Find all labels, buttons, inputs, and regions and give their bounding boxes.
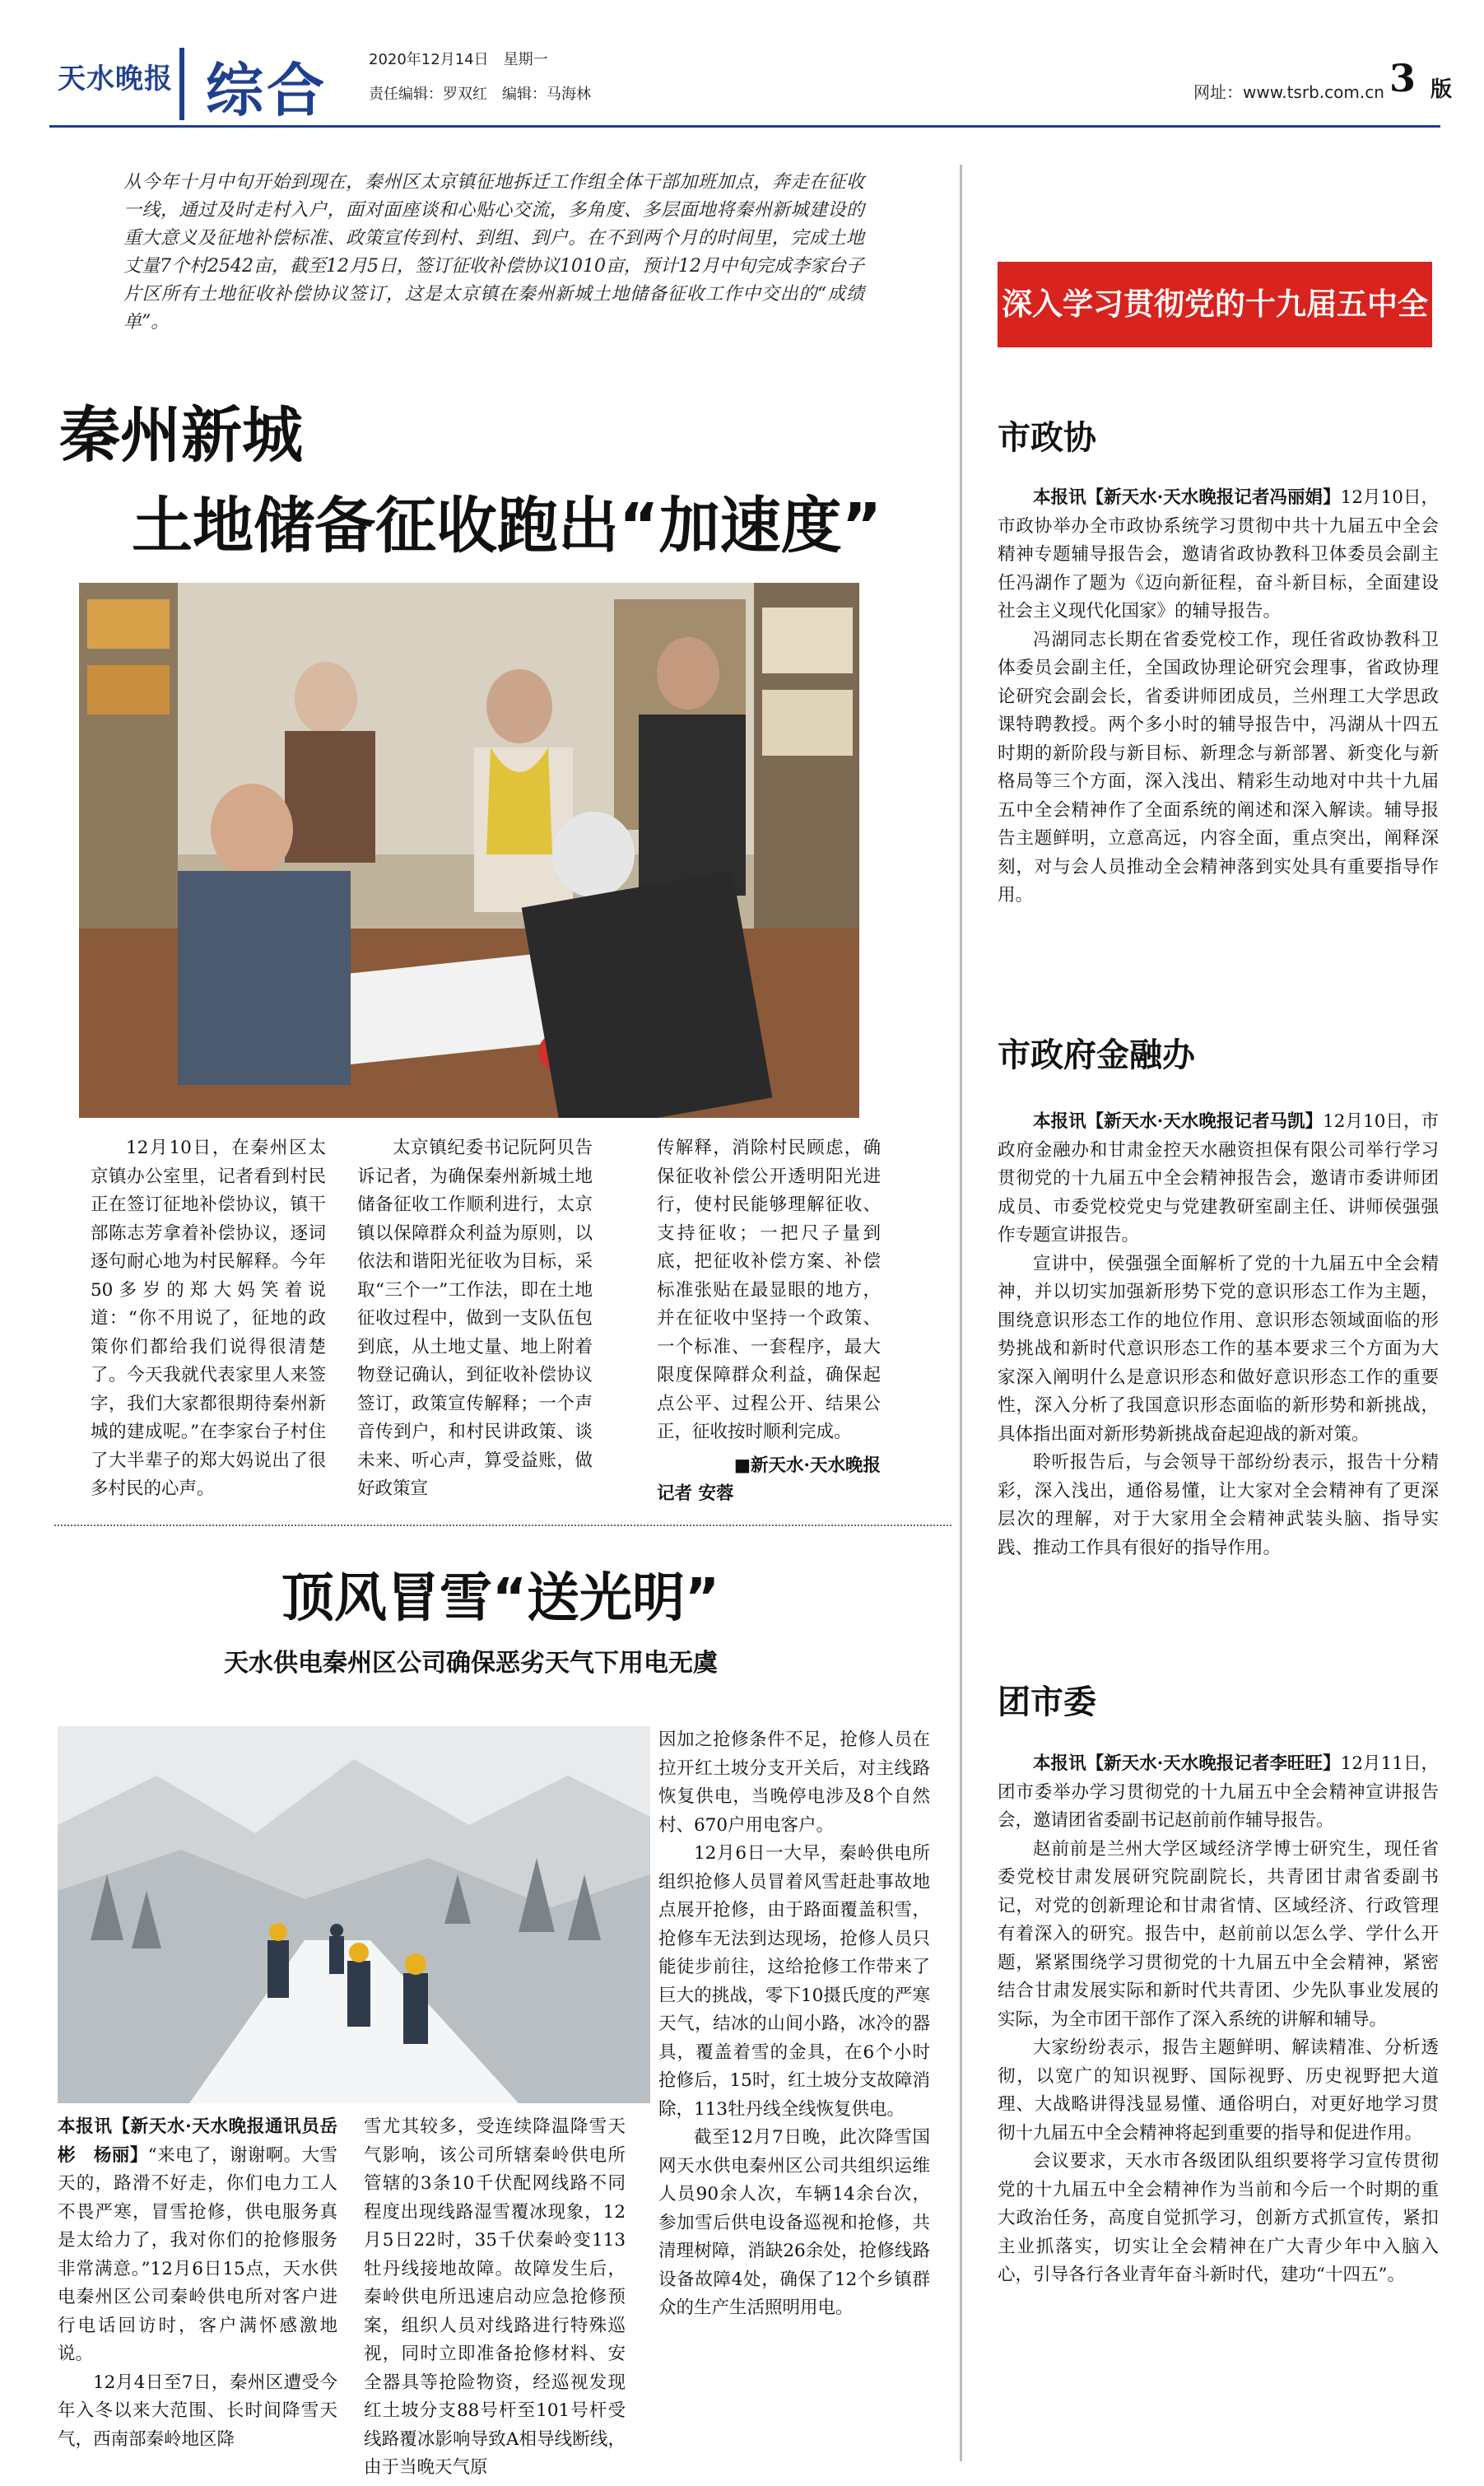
article-1-paragraph: 12月10日，在秦州区太京镇办公室里，记者看到村民正在签订征地补偿协议，镇干部陈志芳拿着补偿协议，逐词逐句耐心地为村民解释。今年50多岁的郑大妈笑着说道：“你不用说了，征地的政策你们都给我们说得很清楚了。今天我就代表家里人来签字，我们大家都很期待秦州新城的建成呢。”在李家台子村住了大半辈子的郑大妈说出了很多村民的心声。 xyxy=(91,1138,326,1499)
article-1-column-2 xyxy=(357,1134,593,1504)
headline-line-2: 土地储备征收跑出“加速度” xyxy=(132,491,882,561)
paragraph: 大家纷纷表示，报告主题鲜明、解读精准、分析透彻，以宽广的知识视野、国际视野、历史视野把大道理、大战略讲得浅显易懂、通俗明白，对更好地学习贯彻十九届五中全会精神将起到重要的指导和促进作用。 xyxy=(998,2037,1439,2144)
paragraph: 12月10日，市政协举办全市政协系统学习贯彻中共十九届五中全会精神专题辅导报告会，邀请省政协教科卫体委员会副主任冯湖作了题为《迈向新征程，奋斗新目标，全面建设社会主义现代化国家》的辅导报告。 xyxy=(998,487,1439,622)
masthead-divider xyxy=(179,48,184,120)
article-2-column-1 xyxy=(58,2113,337,2454)
article-2-paragraph: 12月6日一大早，秦岭供电所组织抢修人员冒着风雪赶赴事故地点展开抢修，由于路面覆盖积雪，抢修车无法到达现场，抢修人员只能徒步前往，这给抢修工作带来了巨大的挑战，零下10摄氏度的严寒天气，结冰的山间小路，冰冷的器具，覆盖着雪的金具，在6个小时抢修后，15时，红土坡分支故障消除，113牡丹线全线恢复供电。 xyxy=(658,1843,930,2120)
snow-repair-photo xyxy=(58,1726,650,2103)
byline: 本报讯【新天水·天水晚报记者马凯】 xyxy=(1033,1111,1324,1132)
headline-2: 顶风冒雪“送光明” xyxy=(281,1568,720,1629)
masthead xyxy=(0,0,1484,123)
article-1-paragraph: 太京镇纪委书记阮阿贝告诉记者，为确保秦州新城土地储备征收工作顺利进行，太京镇以保障群众利益为原则，以依法和谐阳光征收为目标，采取“三个一”工作法，即在土地征收过程中，做到一支队伍包到底，从土地丈量、地上附着物登记确认，到征收补偿协议签订，政策宣传解释；一个声音传到户，和村民讲政策、谈未来、听心声，算受益账，做好政策宣 xyxy=(357,1138,593,1499)
section-title-finance-office: 市政府金融办 xyxy=(998,1036,1195,1074)
article-1-paragraph: 传解释，消除村民顾虑，确保征收补偿公开透明阳光进行，使村民能够理解征收、支持征收；一把尺子量到底，把征收补偿方案、补偿标准张贴在最显眼的地方，并在征收中坚持一个政策、一个标准、一套程序，最大限度保障群众利益，确保起点公平、过程公开、结果公正，征收按时顺利完成。 xyxy=(657,1138,881,1442)
article-2-paragraph: “来电了，谢谢啊。大雪天的，路滑不好走，你们电力工人不畏严寒，冒雪抢修，供电服务真是太给力了，我对你们的抢修服务非常满意。”12月6日15点，天水供电秦州区公司秦岭供电所对客户进行电话回访时，客户满怀感激地说。 xyxy=(58,2144,337,2364)
article-1-source: ■新天水·天水晚报 xyxy=(733,1455,881,1476)
paragraph: 12月11日，团市委举办学习贯彻党的十九届五中全会精神宣讲报告会，邀请团省委副书记赵前前作辅导报告。 xyxy=(998,1753,1439,1831)
article-2-paragraph: 截至12月7日晚，此次降雪国网天水供电秦州区公司共组织运维人员90余人次，车辆14余台次，参加雪后供电设备巡视和抢修，共清理树障，消缺26余处，抢修线路设备故障4处，确保了12个乡镇群众的生产生活照明用电。 xyxy=(658,2127,930,2318)
article-1-column-3 xyxy=(657,1134,881,1509)
article-intro: 从今年十月中旬开始到现在，秦州区太京镇征地拆迁工作组全体干部加班加点，奔走在征收一线，通过及时走村入户，面对面座谈和心贴心交流，多角度、多层面地将秦州新城建设的重大意义及征地补偿标准、政策宣传到村、到组、到户。在不到两个月的时间里，完成土地丈量7个村2542亩，截至12月5日，签订征收补偿协议1010亩，预计12月中旬完成李家台子片区所有土地征收补偿协议签订，这是太京镇在秦州新城土地储备征收工作中交出的“成绩单”。 xyxy=(123,172,864,333)
article-2-byline: 本报讯【新天水·天水晚报通讯员岳彬 杨丽】 xyxy=(58,2116,337,2166)
masthead-rule xyxy=(49,125,1440,128)
section-title-cppcc: 市政协 xyxy=(998,419,1096,457)
headline-line-1: 秦州新城 xyxy=(59,400,303,471)
section-body-youth-league xyxy=(998,1750,1439,2290)
page-unit: 版 xyxy=(1431,77,1453,102)
article-1-reporter: 记者 安蓉 xyxy=(657,1483,734,1504)
subheadline-2: 天水供电秦州区公司确保恶劣天气下用电无虞 xyxy=(224,1649,718,1678)
article-2-column-2 xyxy=(364,2113,626,2483)
article-2-paragraph: 因加之抢修条件不足，抢修人员在拉开红土坡分支开关后，对主线路恢复供电，当晚停电涉及8个自然村、670户用电客户。 xyxy=(658,1729,930,1836)
article-2-column-3 xyxy=(658,1726,930,2323)
editors-line: 责任编辑：罗双红 编辑：马海林 xyxy=(369,86,591,103)
issue-date: 2020年12月14日 星期一 xyxy=(369,51,548,68)
article-2-paragraph: 雪尤其较多，受连续降温降雪天气影响，该公司所辖秦岭供电所管辖的3条10千伏配网线路不同程度出现线路湿雪覆冰现象，12月5日22时，35千伏秦岭变113牡丹线接地故障。故障发生后，秦岭供电所迅速启动应急抢修预案，组织人员对线路进行特殊巡视，同时立即准备抢修材料、安全器具等抢险物资，经巡视发现红土坡分支88号杆至101号杆受线路覆冰影响导致A相导线断线，由于当晚天气原 xyxy=(364,2116,626,2478)
article-1-column-1 xyxy=(91,1134,326,1504)
paragraph: 宣讲中，侯强强全面解析了党的十九届五中全会精神，并以切实加强新形势下党的意识形态工作为主题，围绕意识形态工作的地位作用、意识形态领域面临的形势挑战和新时代意识形态工作的基本要求三个方面为大家深入阐明什么是意识形态和做好意识形态工作的重要性，深入分析了我国意识形态面临的新形势和新挑战，具体指出面对新形势新挑战奋起迎战的新对策。 xyxy=(998,1253,1439,1445)
section-name: 综合 xyxy=(206,56,328,124)
paragraph: 聆听报告后，与会领导干部纷纷表示，报告十分精彩，深入浅出，通俗易懂，让大家对全会精神有了更深层次的理解，对于大家用全会精神武装头脑、指导实践、推动工作具有很好的指导作用。 xyxy=(998,1452,1439,1558)
column-divider xyxy=(960,165,962,2461)
byline: 本报讯【新天水·天水晚报记者李旺旺】 xyxy=(1033,1753,1341,1774)
paragraph: 赵前前是兰州大学区域经济学博士研究生，现任省委党校甘肃发展研究院副院长，共青团甘肃省委副书记，对党的创新理论和甘肃省情、区域经济、行政管理有着深入的研究。报告中，赵前前以怎么学、学什么开题，紧紧围绕学习贯彻党的十九届五中全会精神，紧密结合甘肃发展实际和新时代共青团、少先队事业发展的实际，为全市团干部作了深入系统的讲解和辅导。 xyxy=(998,1838,1439,2030)
article-2-paragraph: 12月4日至7日，秦州区遭受今年入冬以来大范围、长时间降雪天气，西南部秦岭地区降 xyxy=(58,2372,337,2450)
paragraph: 冯湖同志长期在省委党校工作，现任省政协教科卫体委员会副主任，全国政协理论研究会理事，省政协理论研究会副会长，省委讲师团成员，兰州理工大学思政课特聘教授。两个多小时的辅导报告中，冯湖从十四五时期的新阶段与新目标、新理念与新部署、新变化与新格局等三个方面，深入浅出、精彩生动地对中共十九届五中全会精神作了全面系统的阐述和深入解读。辅导报告主题鲜明，立意高远，内容全面，重点突出，阐释深刻，对与会人员推动全会精神落到实处具有重要指导作用。 xyxy=(998,629,1439,905)
topic-banner: 深入学习贯彻党的十九届五中全会精神 xyxy=(998,262,1432,347)
paragraph: 会议要求，天水市各级团队组织要将学习宣传贯彻党的十九届五中全会精神作为当前和今后一个时期的重大政治任务，高度自觉抓学习，创新方式抓宣传，紧扣主业抓落实，切实让全会精神在广大青少年中入脑入心，引导各行各业青年奋斗新时代，建功“十四五”。 xyxy=(998,2151,1439,2285)
section-title-youth-league: 团市委 xyxy=(998,1683,1096,1721)
paragraph: 12月10日，市政府金融办和甘肃金控天水融资担保有限公司举行学习贯彻党的十九届五中全会精神报告会，邀请市委讲师团成员、市委党校党史与党建教研室副主任、讲师侯强强作专题宣讲报告。 xyxy=(998,1111,1439,1245)
signing-photo xyxy=(79,583,859,1118)
section-body-finance-office xyxy=(998,1108,1439,1562)
section-body-cppcc xyxy=(998,484,1439,910)
website-url: 网址：www.tsrb.com.cn xyxy=(1193,82,1384,102)
section-separator xyxy=(54,1525,951,1526)
newspaper-name: 天水晚报 xyxy=(58,63,173,95)
page-number: 3 xyxy=(1389,56,1417,100)
byline: 本报讯【新天水·天水晚报记者冯丽娟】 xyxy=(1033,487,1341,508)
